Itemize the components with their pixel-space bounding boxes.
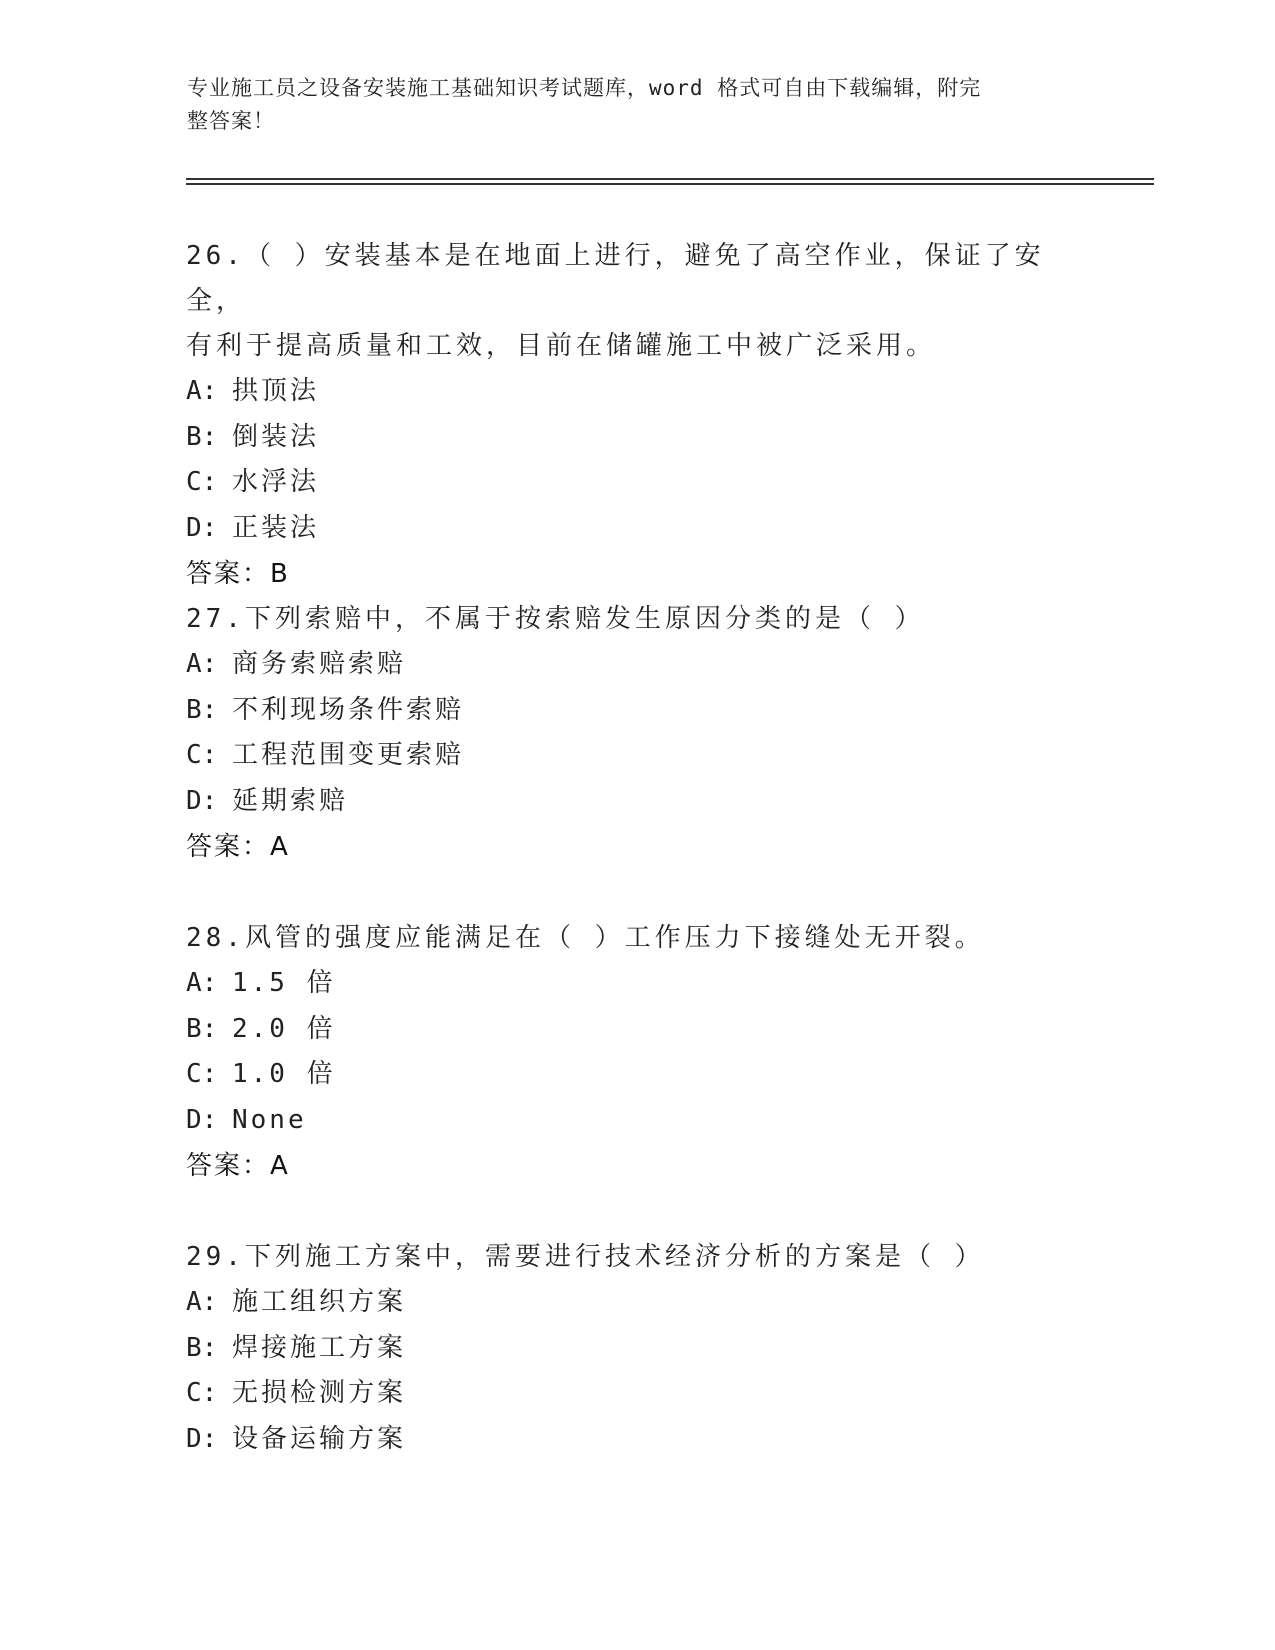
question-stem-line: 27.下列索赔中，不属于按索赔发生原因分类的是（ ） xyxy=(186,604,925,634)
option-d xyxy=(186,1098,1086,1144)
option-label: C: xyxy=(186,1378,218,1408)
question-stem-line: 28.风管的强度应能满足在（ ）工作压力下接缝处无开裂。 xyxy=(186,923,985,953)
option-c xyxy=(186,460,1086,506)
option-text: 1.5 倍 xyxy=(232,968,336,998)
header-line-2: 整答案！ xyxy=(187,109,275,133)
option-text: 1.0 倍 xyxy=(232,1059,336,1089)
option-label: A: xyxy=(186,376,218,406)
option-d xyxy=(186,1417,1086,1463)
option-text: None xyxy=(232,1104,307,1135)
option-text: 拱顶法 xyxy=(232,376,320,406)
option-label: C: xyxy=(186,467,218,497)
answer-line: 答案：A xyxy=(186,1151,290,1181)
option-text: 施工组织方案 xyxy=(232,1287,407,1317)
option-text: 延期索赔 xyxy=(232,785,349,816)
option-label: B: xyxy=(186,1332,218,1363)
option-c xyxy=(186,733,1086,779)
option-label: B: xyxy=(186,694,218,725)
option-text: 焊接施工方案 xyxy=(232,1332,407,1363)
answer-line: 答案：A xyxy=(186,832,290,862)
option-a xyxy=(186,642,1086,688)
option-a xyxy=(186,369,1086,415)
header-divider-top xyxy=(186,178,1154,180)
option-d xyxy=(186,779,1086,825)
option-label: C: xyxy=(186,1059,218,1089)
option-text: 不利现场条件索赔 xyxy=(232,694,465,725)
option-text: 无损检测方案 xyxy=(232,1378,407,1408)
option-b xyxy=(186,1007,1086,1053)
option-label: D: xyxy=(186,512,218,543)
option-label: B: xyxy=(186,421,218,452)
question-29 xyxy=(186,1235,1086,1462)
question-27 xyxy=(186,597,1086,870)
document-header xyxy=(187,72,1067,138)
question-26 xyxy=(186,234,1086,597)
answer-line: 答案：B xyxy=(186,559,290,589)
header-divider-bottom xyxy=(186,183,1154,185)
option-text: 工程范围变更索赔 xyxy=(232,740,465,770)
question-stem-line: 26.（ ）安装基本是在地面上进行，避免了高空作业，保证了安全， xyxy=(186,241,1045,316)
option-text: 倒装法 xyxy=(232,421,320,452)
option-b xyxy=(186,415,1086,461)
question-28 xyxy=(186,916,1086,1189)
option-a xyxy=(186,1280,1086,1326)
option-label: A: xyxy=(186,1287,218,1317)
option-text: 水浮法 xyxy=(232,467,320,497)
option-b xyxy=(186,688,1086,734)
option-label: A: xyxy=(186,968,218,998)
option-label: D: xyxy=(186,1423,218,1454)
option-label: A: xyxy=(186,649,218,679)
option-text: 2.0 倍 xyxy=(232,1013,336,1044)
question-stem-line: 29.下列施工方案中，需要进行技术经济分析的方案是（ ） xyxy=(186,1242,985,1272)
option-text: 商务索赔索赔 xyxy=(232,649,407,679)
question-stem-line: 有利于提高质量和工效，目前在储罐施工中被广泛采用。 xyxy=(186,331,937,361)
option-c xyxy=(186,1371,1086,1417)
option-text: 正装法 xyxy=(232,512,320,543)
option-label: C: xyxy=(186,740,218,770)
option-label: D: xyxy=(186,785,218,816)
option-label: D: xyxy=(186,1104,218,1135)
option-b xyxy=(186,1326,1086,1372)
option-c xyxy=(186,1052,1086,1098)
option-text: 设备运输方案 xyxy=(232,1423,407,1454)
option-d xyxy=(186,506,1086,552)
option-a xyxy=(186,961,1086,1007)
header-line-1: 专业施工员之设备安装施工基础知识考试题库，word 格式可自由下载编辑，附完 xyxy=(187,76,982,100)
option-label: B: xyxy=(186,1013,218,1044)
